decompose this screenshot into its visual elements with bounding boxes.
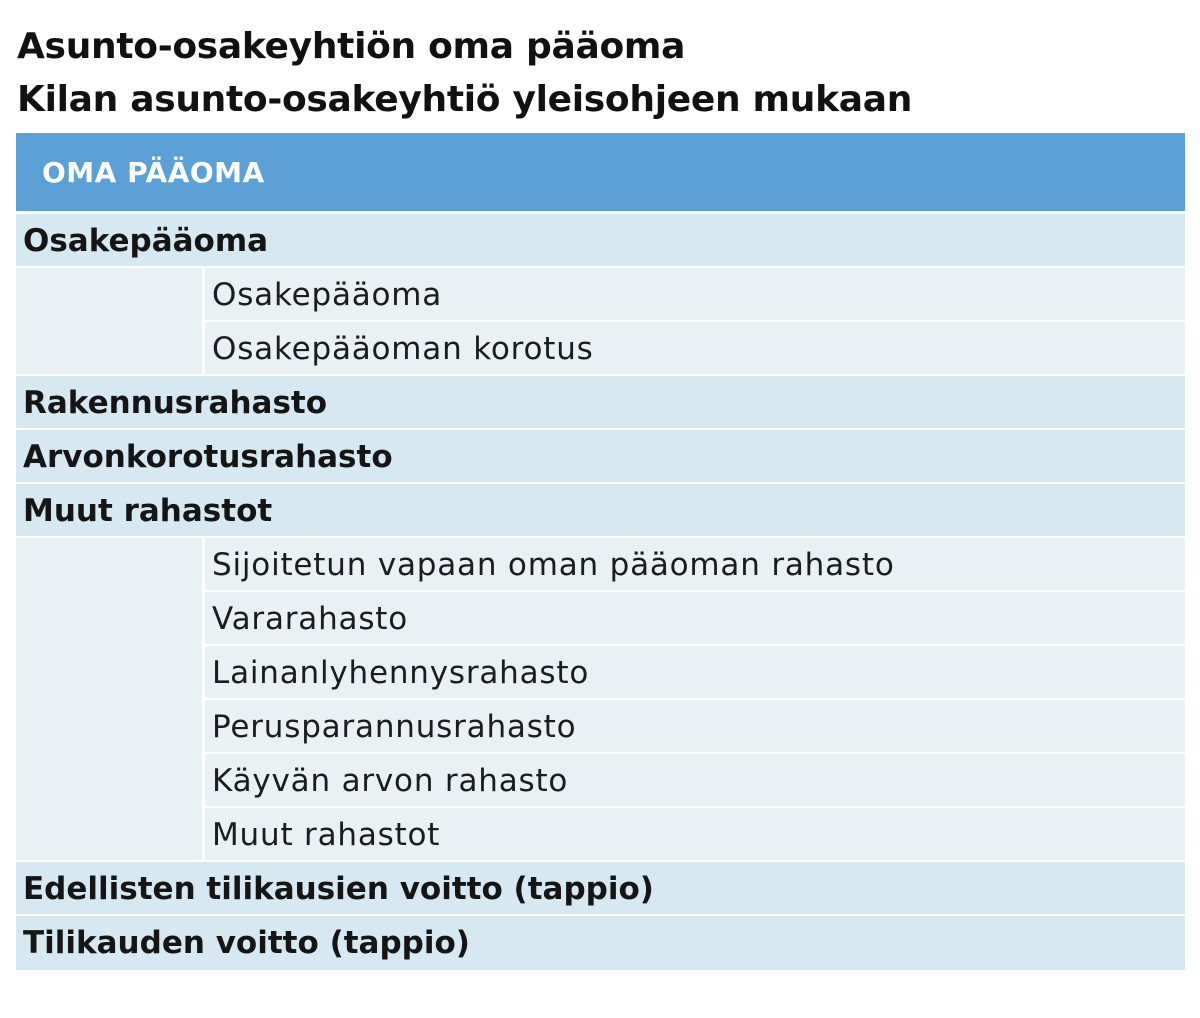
- row-label: Tilikauden voitto (tappio): [23, 925, 470, 961]
- table-row: [205, 700, 1185, 752]
- table-header: [16, 133, 1185, 211]
- title-line-2: Kilan asunto-osakeyhtiö yleisohjeen mukaan: [17, 79, 913, 120]
- table-row: [205, 538, 1185, 590]
- row-label: Osakepääoman korotus: [212, 331, 594, 367]
- table-row: [205, 754, 1185, 806]
- table-row: [205, 322, 1185, 374]
- table-row: [205, 592, 1185, 644]
- row-label: Perusparannusrahasto: [212, 709, 577, 745]
- row-label: Käyvän arvon rahasto: [212, 763, 569, 799]
- row-label: Rakennusrahasto: [23, 385, 328, 421]
- table-row: [205, 646, 1185, 698]
- row-label: Vararahasto: [212, 601, 408, 637]
- row-label: Osakepääoma: [23, 223, 269, 259]
- page-title: [17, 20, 912, 126]
- table-row: [205, 808, 1185, 860]
- row-label: Sijoitetun vapaan oman pääoman rahasto: [212, 547, 895, 583]
- row-label: Muut rahastot: [212, 817, 441, 853]
- row-label: Edellisten tilikausien voitto (tappio): [23, 871, 654, 907]
- row-label: Osakepääoma: [212, 277, 443, 313]
- table-row: [16, 916, 1185, 970]
- equity-table: [16, 133, 1185, 970]
- table-row: [205, 268, 1185, 320]
- title-line-1: Asunto-osakeyhtiön oma pääoma: [17, 26, 686, 67]
- table-row: [16, 376, 1185, 428]
- row-label: Lainanlyhennysrahasto: [212, 655, 590, 691]
- table-header-label: OMA PÄÄOMA: [42, 156, 265, 189]
- table-row: [16, 214, 1185, 266]
- table-row: [16, 862, 1185, 914]
- table-row: [16, 430, 1185, 482]
- indent-cell: [16, 268, 202, 374]
- table-row: [16, 484, 1185, 536]
- row-label: Muut rahastot: [23, 493, 273, 529]
- indent-cell: [16, 538, 202, 860]
- row-label: Arvonkorotusrahasto: [23, 439, 393, 475]
